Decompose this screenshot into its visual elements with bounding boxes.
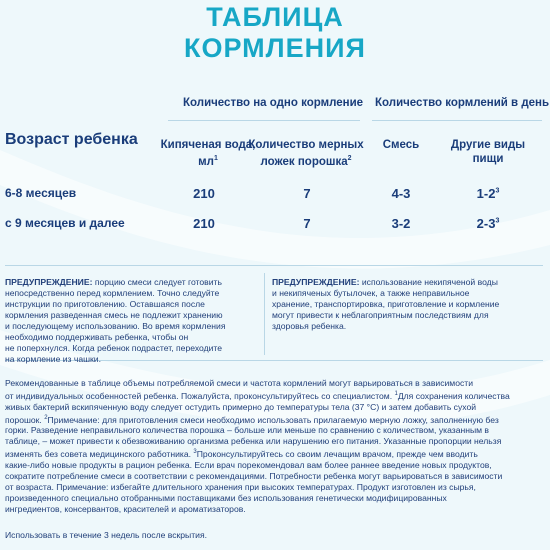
footnote-line: горки. Разведение неправильного количества порошка – больше или меньше по сравнению с количеством, указанным в: [5, 425, 489, 436]
footnote-line: живых бактерий вскипяченную воду следует остудить примерно до температуры тела (37 °С) и затем добавить сухой: [5, 401, 477, 412]
warning-left-line: непосредственно перед кормлением. Точно следуйте: [5, 288, 220, 298]
group-header-per-day: Количество кормлений в день: [375, 97, 550, 109]
column-header-scoops: [246, 138, 366, 169]
cell-scoops: 7: [303, 216, 311, 231]
column-header-other-line2: пищи: [472, 153, 504, 165]
warning-left-line: необходимо поддерживать ребенка, чтобы он: [5, 332, 189, 342]
cell-other-food: $1-2^3$: [476, 186, 500, 201]
column-header-scoops-line1: Количество мерных: [248, 139, 364, 151]
cell-water: 210: [193, 216, 215, 231]
column-header-scoops-line2: ложек порошка$^2$: [260, 155, 352, 168]
cell-formula: 3-2: [391, 216, 411, 231]
warning-right: [272, 277, 544, 332]
footnote-mark: 2: [347, 155, 352, 162]
column-header-water-line1: Кипяченая вода,: [160, 139, 256, 151]
footnote-line: какие-либо новые продукты в рацион ребенка. Если врач порекомендовал вам более раннее введение новых продуктов,: [5, 459, 492, 470]
footnote-mark: 1: [213, 155, 218, 162]
footnote-line: от возраста. Примечание: избегайте длительного хранения при высоких температурах. Продукт изготовлен из сырья,: [5, 481, 476, 492]
group-header-underline: [372, 120, 542, 121]
age-column-header: Возраст ребенка: [5, 131, 138, 148]
warning-left: [5, 277, 260, 365]
row-age-label: с 9 месяцев и далее: [5, 216, 125, 230]
warning-right-line: здоровья ребенка.: [272, 321, 347, 331]
warning-left-line: кормления разведенная смесь не подлежит хранению: [5, 310, 223, 320]
footnote-line: сократите потребление смеси в соответствии с рекомендациями. Потребности ребенка могут варьироваться в зависимости: [5, 470, 503, 481]
footnote-mark: 3: [495, 217, 500, 225]
footnote-mark: 3: [193, 449, 197, 456]
warning-right-line: могут привести к неблагоприятным последствиям для: [272, 310, 489, 320]
footnote-mark: 1: [394, 390, 398, 397]
group-header-underline: [168, 120, 360, 121]
column-header-other-line1: Другие виды: [450, 139, 526, 151]
group-header-per-feeding: Количество на одно кормление: [183, 97, 364, 109]
warning-label: ПРЕДУПРЕЖДЕНИЕ:: [5, 277, 93, 287]
usage-note: Использовать в течение 3 недель после вскрытия.: [5, 530, 208, 540]
warning-left-line: и последующему использованию. Во время кормления: [5, 321, 226, 331]
warning-left-line: на кормление из чашки.: [5, 354, 101, 364]
footnotes: [5, 378, 545, 514]
warning-right-line: и некипяченых бутылочек, а также неправильное: [272, 288, 470, 298]
warning-right-line: ПРЕДУПРЕЖДЕНИЕ: использование некипяченой воды: [272, 277, 498, 287]
warning-left-line: не поперхнулся. Когда ребенок подрастет, переходите: [5, 343, 223, 353]
page-title-line1: ТАБЛИЦА: [206, 2, 344, 32]
footnote-line: порошок. $^2$Примечание: для приготовления смеси необходимо использовать прилагаемую мерную ложку, заполненную без: [5, 414, 499, 425]
cell-formula: 4-3: [391, 186, 411, 201]
footnote-line: от индивидуальных особенностей ребенка. Пожалуйста, проконсультируйтесь со специалистом. $^1$Для сохранения количества: [5, 390, 510, 401]
row-age-label: 6-8 месяцев: [5, 186, 77, 200]
column-header-formula: Смесь: [382, 139, 420, 151]
cell-scoops: 7: [303, 186, 311, 201]
cell-water: 210: [193, 186, 215, 201]
page-title-line2: КОРМЛЕНИЯ: [184, 33, 366, 63]
cell-other-food: $2-3^3$: [476, 216, 500, 231]
footnote-line: произведенного специально отобранными поставщиками без использования генетически модифицированных: [5, 492, 447, 503]
footnote-line: ингредиентов, консервантов, красителей и ароматизаторов.: [5, 503, 246, 514]
warning-left-line: ПРЕДУПРЕЖДЕНИЕ: порцию смеси следует готовить: [5, 277, 222, 287]
footnote-line: таблице, – может привести к обезвоживанию организма ребенка или нарушению его питания. Указанные пропорции нельзя: [5, 436, 502, 447]
warnings-divider: [264, 273, 265, 355]
warning-left-line: инструкции по приготовлению. Оставшаяся после: [5, 299, 205, 309]
warning-label: ПРЕДУПРЕЖДЕНИЕ:: [272, 277, 360, 287]
column-header-water-line2: $мл^1$: [198, 155, 218, 168]
footnote-line: Рекомендованные в таблице объемы потребляемой смеси и частота кормлений могут варьироваться в зависимости: [5, 378, 474, 388]
footnote-mark: 3: [495, 187, 500, 195]
footnote-mark: 2: [44, 414, 48, 421]
column-header-other-food: [438, 138, 538, 166]
footnote-line: изменять без совета медицинского работника. $^3$Проконсультируйтесь со своим лечащим врачом, прежде чем вводить: [5, 449, 478, 460]
warning-right-line: хранение, транспортировка, приготовление и кормление: [272, 299, 500, 309]
